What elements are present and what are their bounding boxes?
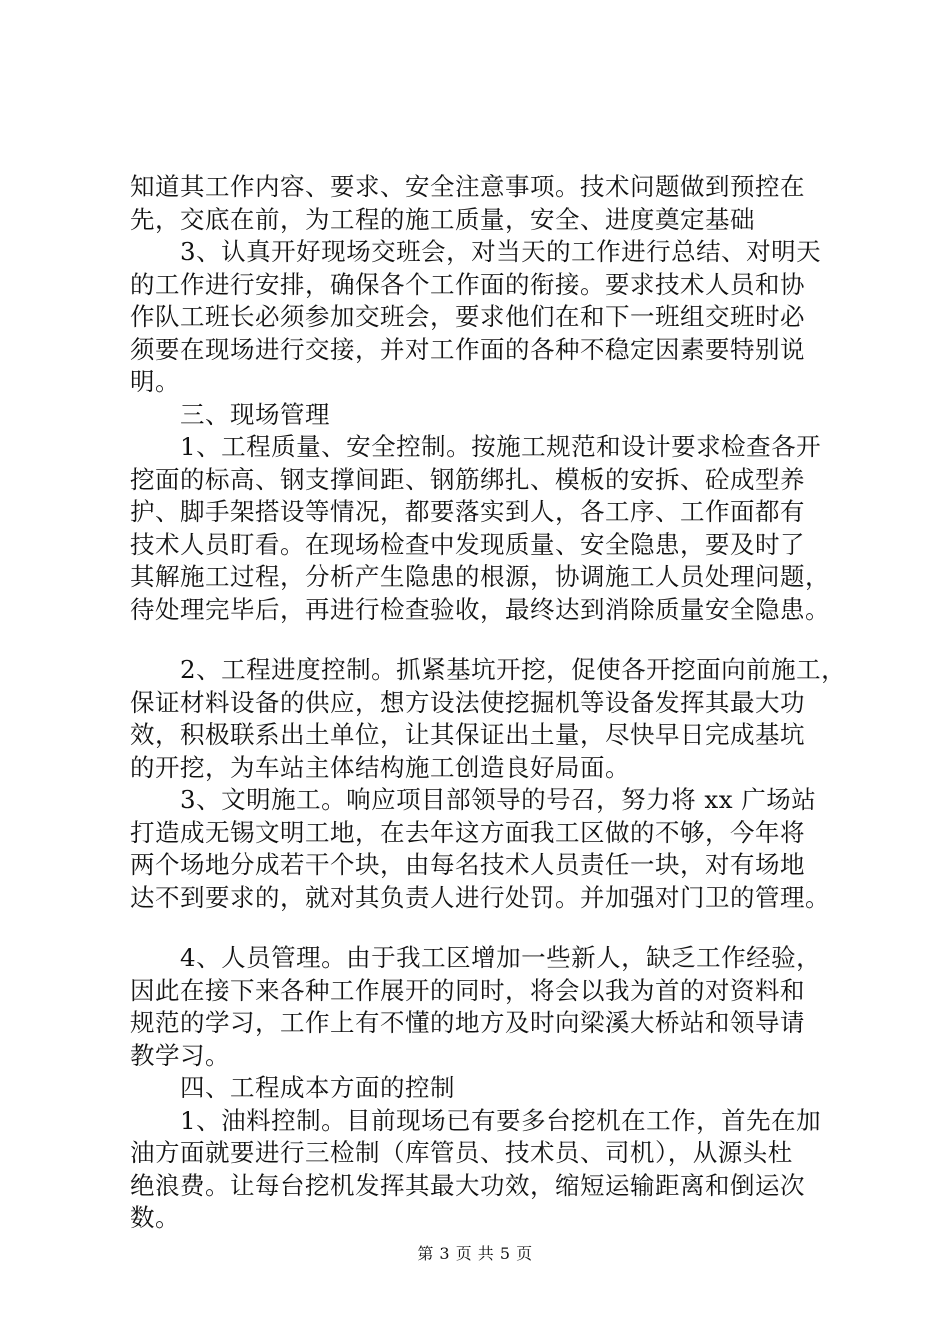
text-line: 打造成无锡文明工地，在去年这方面我工区做的不够，今年将 [130, 817, 805, 847]
text-line: 2、工程进度控制。抓紧基坑开挖，促使各开挖面向前施工， [180, 655, 847, 684]
text-line: 的工作进行安排，确保各个工作面的衔接。要求技术人员和协 [130, 269, 805, 299]
text-line: 因此在接下来各种工作展开的同时，将会以我为首的对资料和 [130, 975, 805, 1005]
text-line: 4、人员管理。由于我工区增加一些新人，缺乏工作经验， [180, 943, 822, 972]
text-line: 教学习。 [130, 1040, 230, 1070]
text-line: 保证材料设备的供应，想方设法使挖掘机等设备发挥其最大功 [130, 687, 805, 717]
text-line: 油方面就要进行三检制（库管员、技术员、司机），从源头杜 [130, 1138, 793, 1167]
text-line: 作队工班长必须参加交班会，要求他们在和下一班组交班时必 [130, 302, 805, 331]
text-line: 的开挖，为车站主体结构施工创造良好局面。 [130, 752, 630, 782]
text-line: 3、认真开好现场交班会，对当天的工作进行总结、对明天 [180, 237, 822, 266]
text-line: 效，积极联系出土单位，让其保证出土量，尽快早日完成基坑 [130, 720, 805, 749]
text-line: 须要在现场进行交接，并对工作面的各种不稳定因素要特别说 [130, 334, 805, 364]
text-line: 护、脚手架搭设等情况，都要落实到人，各工序、工作面都有 [130, 497, 805, 526]
text-line: 其解施工过程，分析产生隐患的根源，协调施工人员处理问题， [130, 562, 830, 591]
text-line: 三、现场管理 [180, 399, 330, 429]
text-line: 3、文明施工。响应项目部领导的号召，努力将 xx 广场站 [180, 785, 817, 814]
text-line: 先，交底在前，为工程的施工质量，安全、进度奠定基础 [130, 204, 755, 234]
text-line: 1、油料控制。目前现场已有要多台挖机在工作，首先在加 [180, 1105, 822, 1135]
text-line: 待处理完毕后，再进行检查验收，最终达到消除质量安全隐患。 [130, 594, 830, 624]
text-line: 挖面的标高、钢支撑间距、钢筋绑扎、模板的安拆、砼成型养 [130, 464, 805, 494]
text-line: 四、工程成本方面的控制 [180, 1073, 455, 1102]
page-number-label: 第 3 页 共 5 页 [417, 1244, 533, 1263]
text-line: 规范的学习，工作上有不懂的地方及时向梁溪大桥站和领导请 [130, 1008, 805, 1037]
paragraph-gap [130, 626, 850, 654]
text-line: 明。 [130, 367, 180, 396]
text-line: 知道其工作内容、要求、安全注意事项。技术问题做到预控在 [130, 172, 805, 201]
paragraph-gap [130, 914, 850, 942]
text-line: 绝浪费。让每台挖机发挥其最大功效，缩短运输距离和倒运次 [130, 1170, 805, 1200]
text-line: 1、工程质量、安全控制。按施工规范和设计要求检查各开 [180, 432, 822, 461]
page-footer [0, 1244, 950, 1264]
text-line: 两个场地分成若干个块，由每名技术人员责任一块，对有场地 [130, 850, 805, 879]
document-body [130, 171, 850, 1235]
text-line: 技术人员盯看。在现场检查中发现质量、安全隐患，要及时了 [130, 529, 805, 559]
text-line: 达不到要求的，就对其负责人进行处罚。并加强对门卫的管理。 [130, 882, 830, 912]
text-line: 数。 [130, 1203, 180, 1232]
